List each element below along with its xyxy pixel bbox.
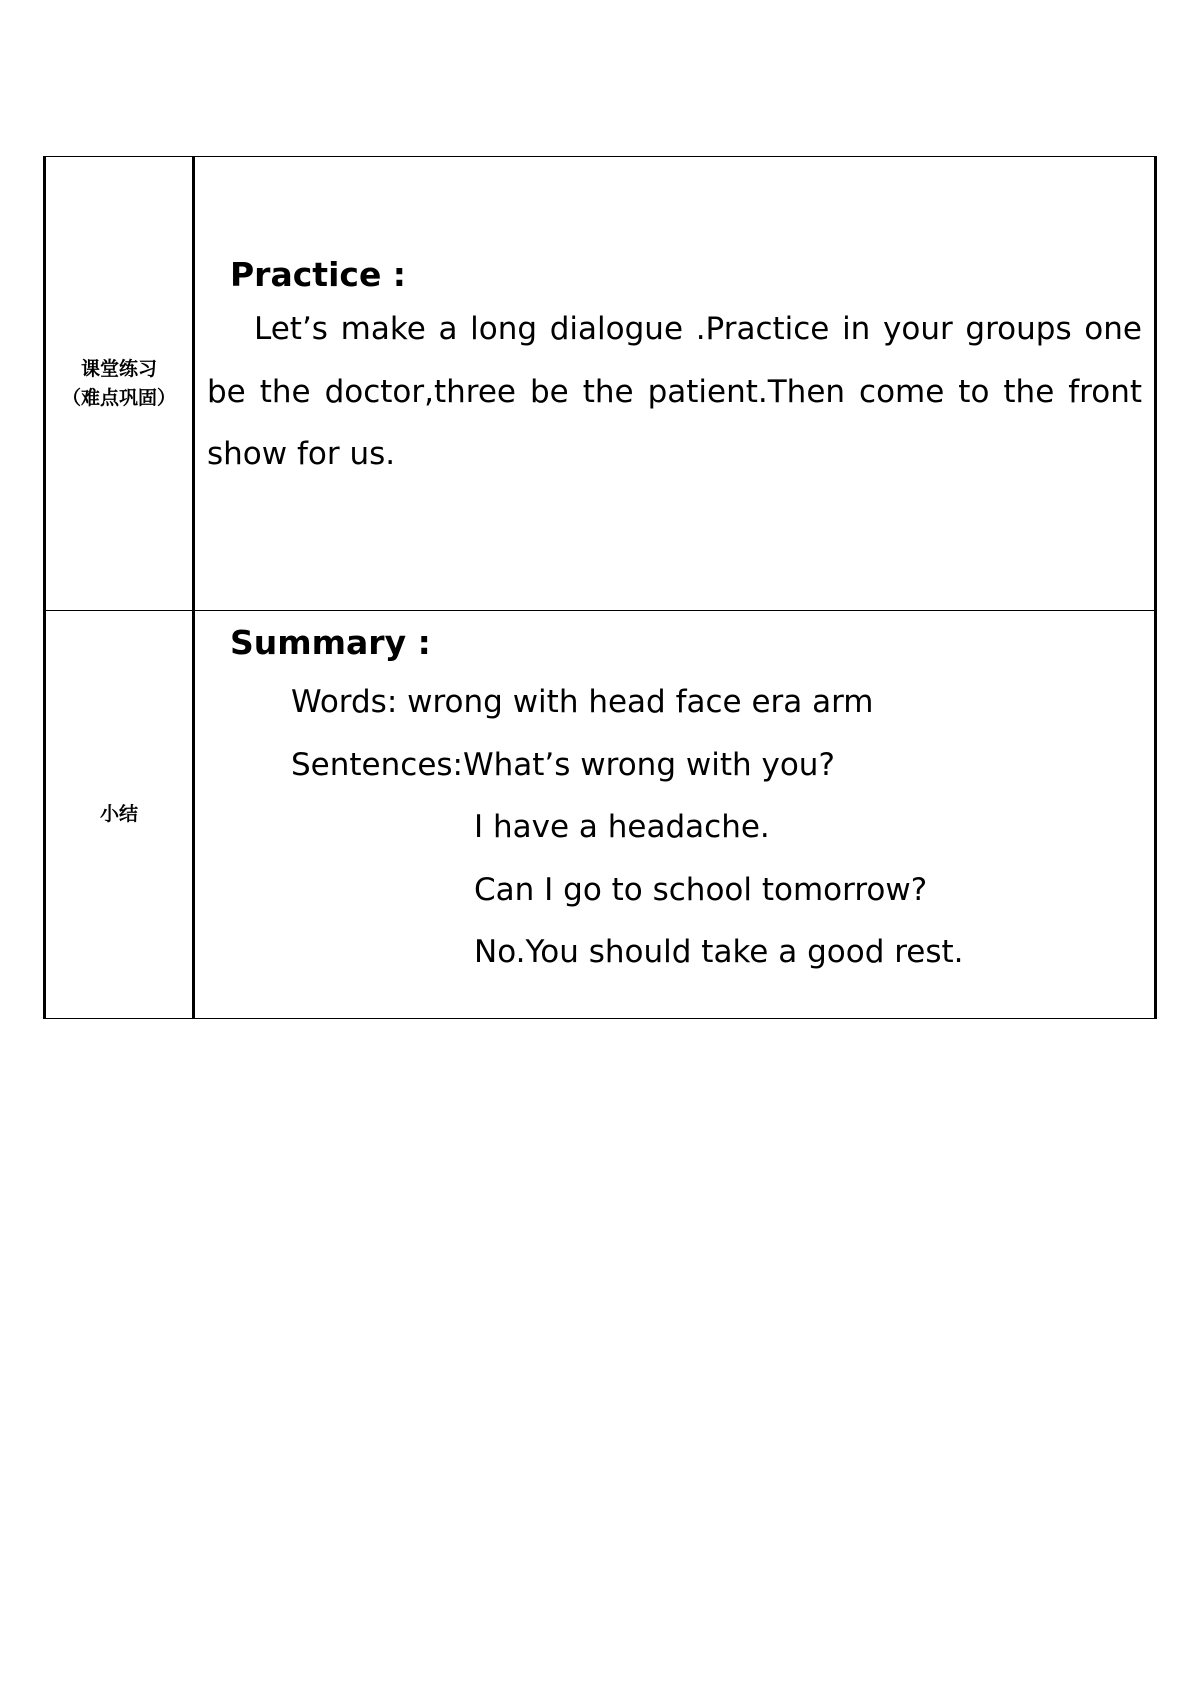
practice-title: Practice : <box>230 255 407 294</box>
summary-label-cell <box>45 611 194 1019</box>
summary-sentences-intro: Sentences:What’s wrong with you? <box>291 746 835 783</box>
practice-label-cell <box>45 157 194 611</box>
summary-content-cell <box>194 611 1156 1019</box>
summary-label-line-1: 小结 <box>99 803 138 825</box>
practice-paragraph: Let’s make a long dialogue .Practice in your groups one be the doctor,three be the patient.Then come to the front show for us. <box>207 311 1142 472</box>
summary-title: Summary : <box>230 623 431 662</box>
practice-row <box>45 157 1156 611</box>
summary-row <box>45 611 1156 1019</box>
summary-sentence-line: I have a headache. <box>474 809 770 845</box>
summary-sentence-line: Can I go to school tomorrow? <box>474 871 928 908</box>
practice-content-cell <box>194 157 1156 611</box>
summary-words-line: Words: wrong with head face era arm <box>291 684 874 720</box>
summary-sentence-line: No.You should take a good rest. <box>474 934 964 970</box>
lesson-table <box>43 156 1157 1019</box>
practice-label-line-2: （难点巩固） <box>61 386 176 409</box>
practice-label-line-1: 课堂练习 <box>80 357 157 380</box>
